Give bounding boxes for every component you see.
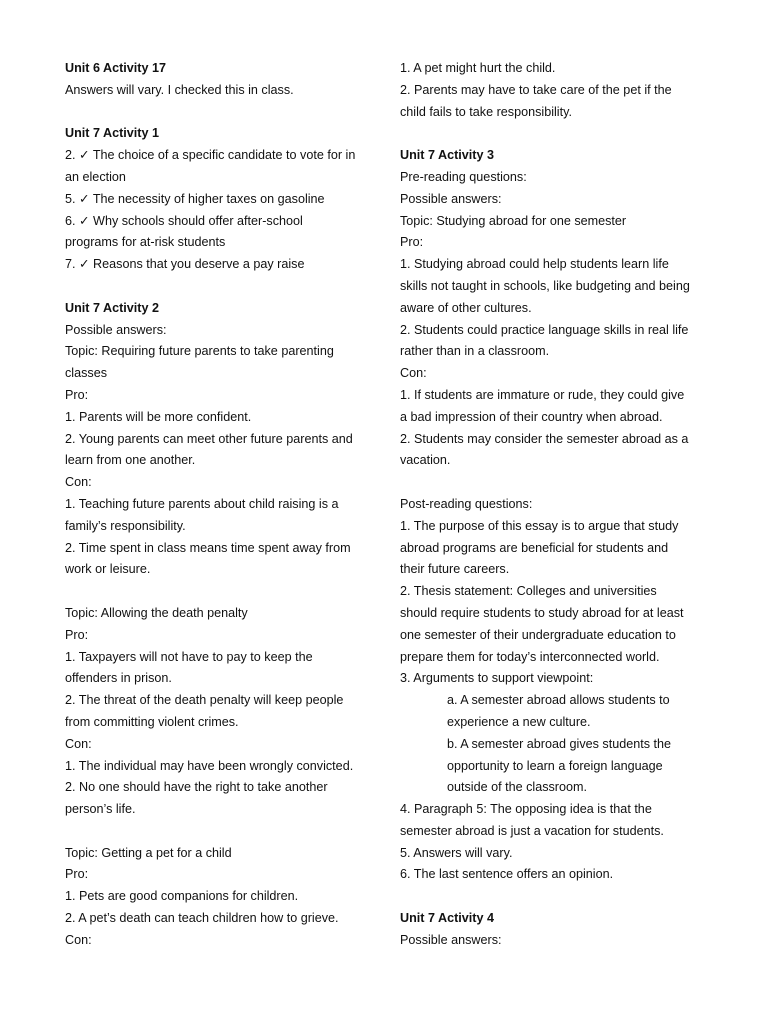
text-line: a bad impression of their country when abroad. [400, 409, 663, 424]
text-line: 2. Students could practice language skills in real life [400, 322, 689, 337]
text-line: their future careers. [400, 562, 510, 577]
text-line: 2. The threat of the death penalty will keep people [65, 693, 344, 708]
text-line: 1. Teaching future parents about child raising is a [65, 496, 339, 511]
text-line: 2. Time spent in class means time spent away from [65, 540, 351, 555]
blank-line [65, 581, 375, 603]
text-line: prepare them for today’s interconnected world. [400, 649, 660, 664]
section-heading: Unit 7 Activity 4 [400, 911, 495, 926]
text-line: Possible answers: [65, 322, 167, 337]
indented-line: a. A semester abroad allows students to [447, 693, 670, 708]
text-line: from committing violent crimes. [65, 714, 239, 729]
text-line: 2. Thesis statement: Colleges and universities [400, 584, 657, 599]
section-heading: Unit 7 Activity 1 [65, 126, 160, 141]
text-line: programs for at-risk students [65, 235, 226, 250]
section-heading: Unit 6 Activity 17 [65, 61, 167, 75]
indented-line: experience a new culture. [447, 714, 591, 729]
text-line: Topic: Getting a pet for a child [65, 845, 232, 860]
text-line: 2. Students may consider the semester abroad as a [400, 431, 689, 446]
text-line: rather than in a classroom. [400, 344, 550, 359]
text-line: 6. ✓ Why schools should offer after-school [65, 213, 303, 228]
text-line: 7. ✓ Reasons that you deserve a pay raise [65, 257, 305, 272]
text-line: aware of other cultures. [400, 300, 532, 315]
text-line: Pro: [65, 867, 89, 882]
indented-line: opportunity to learn a foreign language [447, 758, 663, 773]
text-line: 1. Studying abroad could help students learn life [400, 257, 669, 272]
text-line: one semester of their undergraduate education to [400, 627, 676, 642]
indented-line: b. A semester abroad gives students the [447, 736, 672, 751]
text-line: should require students to study abroad for at least [400, 605, 684, 620]
text-line: semester abroad is just a vacation for students. [400, 823, 664, 838]
text-line: 1. Pets are good companions for children. [65, 889, 299, 904]
text-line: skills not taught in schools, like budgeting and being [400, 278, 690, 293]
text-line: 6. The last sentence offers an opinion. [400, 867, 614, 882]
text-line: Answers will vary. I checked this in class. [65, 82, 294, 97]
text-line: work or leisure. [65, 562, 151, 577]
text-line: learn from one another. [65, 453, 196, 468]
text-line: classes [65, 366, 107, 381]
text-line: child fails to take responsibility. [400, 104, 572, 119]
text-line: 1. Parents will be more confident. [65, 409, 252, 424]
text-line: Pre-reading questions: [400, 169, 527, 184]
text-line: 1. The purpose of this essay is to argue that study [400, 518, 679, 533]
blank-line [65, 276, 375, 298]
text-line: 2. No one should have the right to take another [65, 780, 328, 795]
right-column [400, 58, 715, 952]
blank-line [400, 886, 715, 908]
text-line: Con: [65, 475, 92, 490]
blank-line [400, 472, 715, 494]
text-line: 2. A pet’s death can teach children how to grieve. [65, 911, 339, 926]
text-line: Con: [400, 366, 427, 381]
text-line: person’s life. [65, 802, 136, 817]
text-line: 1. If students are immature or rude, they could give [400, 387, 685, 402]
text-line: an election [65, 169, 126, 184]
text-line: Post-reading questions: [400, 496, 533, 511]
text-line: Topic: Allowing the death penalty [65, 605, 248, 620]
text-line: Pro: [400, 235, 424, 250]
section-heading: Unit 7 Activity 2 [65, 300, 160, 315]
text-line: family’s responsibility. [65, 518, 186, 533]
text-line: Con: [65, 932, 92, 947]
text-line: abroad programs are beneficial for students and [400, 540, 669, 555]
text-line: 2. Young parents can meet other future parents and [65, 431, 353, 446]
text-line: Possible answers: [400, 191, 502, 206]
text-line: 2. ✓ The choice of a specific candidate to vote for in [65, 148, 356, 163]
text-line: Pro: [65, 387, 89, 402]
section-heading: Unit 7 Activity 3 [400, 148, 495, 163]
text-line: 1. A pet might hurt the child. [400, 61, 556, 75]
text-line: 5. Answers will vary. [400, 845, 513, 860]
text-line: Con: [65, 736, 92, 751]
text-line: vacation. [400, 453, 451, 468]
blank-line [65, 102, 375, 124]
text-line: Pro: [65, 627, 89, 642]
text-line: Topic: Requiring future parents to take parenting [65, 344, 334, 359]
text-line: 1. Taxpayers will not have to pay to keep the [65, 649, 313, 664]
text-line: Possible answers: [400, 932, 502, 947]
text-line: 2. Parents may have to take care of the pet if the [400, 82, 672, 97]
text-line: 5. ✓ The necessity of higher taxes on gasoline [65, 191, 325, 206]
text-line: Topic: Studying abroad for one semester [400, 213, 627, 228]
text-line: 4. Paragraph 5: The opposing idea is that the [400, 802, 652, 817]
blank-line [400, 123, 715, 145]
text-line: 1. The individual may have been wrongly convicted. [65, 758, 354, 773]
left-column [65, 58, 375, 952]
text-line: offenders in prison. [65, 671, 172, 686]
indented-line: outside of the classroom. [447, 780, 588, 795]
blank-line [65, 821, 375, 843]
text-line: 3. Arguments to support viewpoint: [400, 671, 594, 686]
